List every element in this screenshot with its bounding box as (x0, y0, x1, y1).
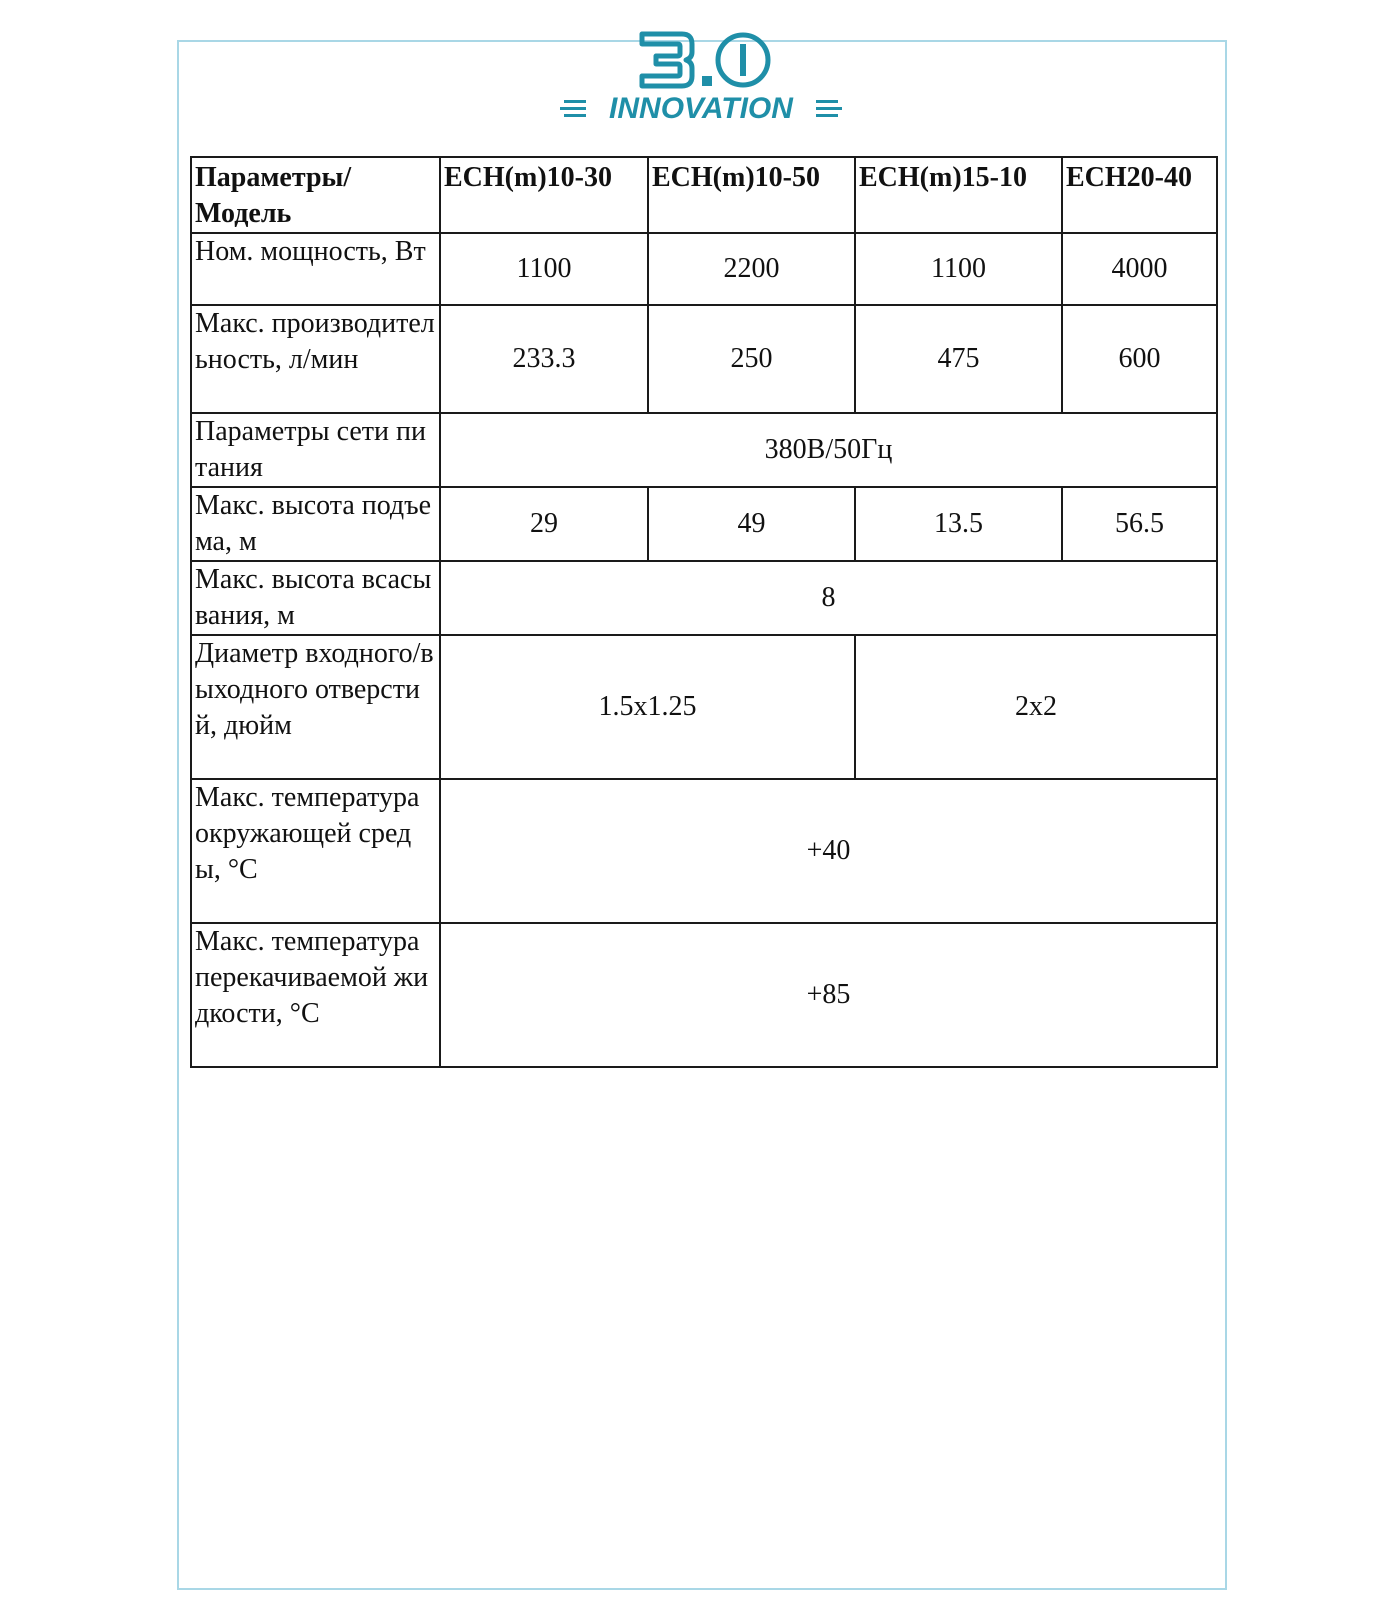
value-cell: +85 (440, 923, 1217, 1067)
header-model-cell: ECH(m)15-10 (855, 157, 1062, 233)
table-row-power (191, 233, 1217, 305)
param-label: Макс. высота подъема, м (191, 487, 440, 561)
param-label: Макс. температура окружающей среды, °С (191, 779, 440, 923)
table-row-head (191, 487, 1217, 561)
table-row-suction (191, 561, 1217, 635)
param-label: Диаметр входного/выходного отверстий, дюйм (191, 635, 440, 779)
value-cell: 1.5x1.25 (440, 635, 855, 779)
value-cell: 13.5 (855, 487, 1062, 561)
value-cell: 233.3 (440, 305, 648, 413)
header-param-cell: Параметры/ Модель (191, 157, 440, 233)
value-cell: 8 (440, 561, 1217, 635)
param-label: Макс. высота всасывания, м (191, 561, 440, 635)
table-row-ambient (191, 779, 1217, 923)
value-cell: 56.5 (1062, 487, 1217, 561)
value-cell: 49 (648, 487, 855, 561)
value-cell: 29 (440, 487, 648, 561)
logo-brand-text: INNOVATION (609, 92, 793, 125)
header-model-cell: ECH(m)10-50 (648, 157, 855, 233)
param-label: Макс. производительность, л/мин (191, 305, 440, 413)
value-cell: 1100 (440, 233, 648, 305)
value-cell: 600 (1062, 305, 1217, 413)
param-label: Ном. мощность, Вт (191, 233, 440, 305)
brand-logo (560, 18, 850, 130)
header-model-cell: ECH20-40 (1062, 157, 1217, 233)
table-row-diameter (191, 635, 1217, 779)
value-cell: +40 (440, 779, 1217, 923)
table-row-supply (191, 413, 1217, 487)
value-cell: 475 (855, 305, 1062, 413)
value-cell: 2200 (648, 233, 855, 305)
table-header-row (191, 157, 1217, 233)
header-model-cell: ECH(m)10-30 (440, 157, 648, 233)
value-cell: 2x2 (855, 635, 1217, 779)
param-label: Параметры сети питания (191, 413, 440, 487)
specifications-table (190, 156, 1218, 1068)
value-cell: 4000 (1062, 233, 1217, 305)
table-row-flow (191, 305, 1217, 413)
value-cell: 250 (648, 305, 855, 413)
value-cell: 1100 (855, 233, 1062, 305)
param-label: Макс. температура перекачиваемой жидкости, °С (191, 923, 440, 1067)
table-row-liquid (191, 923, 1217, 1067)
value-cell: 380В/50Гц (440, 413, 1217, 487)
